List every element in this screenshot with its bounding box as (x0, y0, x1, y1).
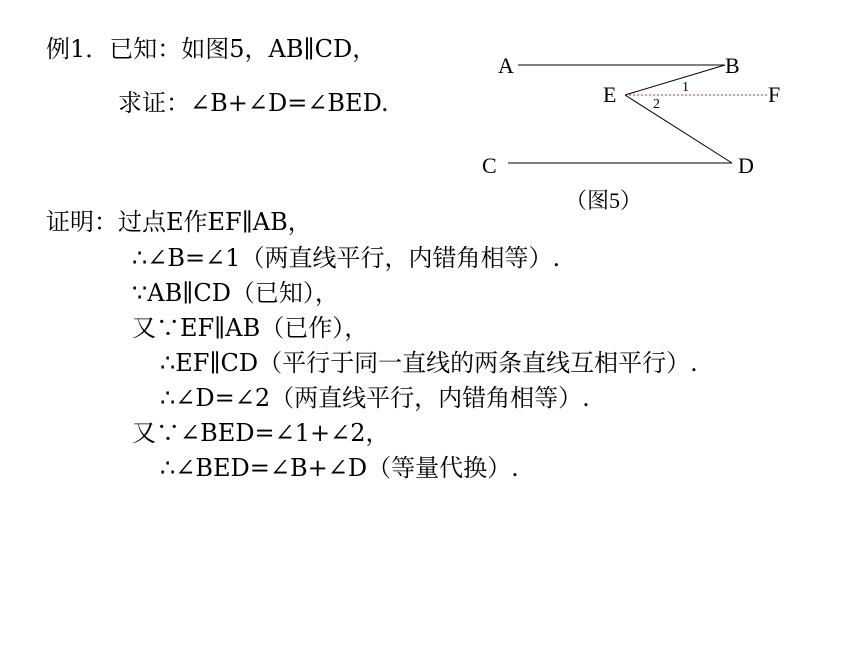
angle-label-2: 2 (653, 97, 660, 112)
proof-line-6: ∴∠D=∠2（两直线平行，内错角相等）. (160, 384, 590, 412)
given-statement: 例1．已知：如图5，AB∥CD， (46, 35, 377, 63)
proof-line-8: ∴∠BED=∠B+∠D（等量代换）. (160, 454, 519, 482)
figure-caption: （图5） (565, 188, 643, 213)
point-label-b: B (725, 53, 740, 78)
proof-line-4: 又∵EF∥AB（已作）， (132, 314, 369, 342)
point-label-f: F (768, 82, 781, 107)
proof-line-3: ∵AB∥CD（已知）， (132, 279, 339, 307)
figure-5 (470, 40, 830, 220)
proof-line-2: ∴∠B=∠1（两直线平行，内错角相等）. (132, 244, 561, 272)
point-label-a: A (498, 53, 514, 78)
point-label-e: E (603, 82, 617, 107)
proof-line-7: 又∵∠BED=∠1+∠2， (132, 419, 390, 447)
segment-eb (625, 65, 725, 95)
segment-ed (625, 95, 732, 163)
proof-line-1: 证明：过点E作EF∥AB， (46, 208, 312, 236)
prove-statement: 求证：∠B+∠D=∠BED. (118, 89, 389, 117)
proof-line-5: ∴EF∥CD（平行于同一直线的两条直线互相平行）. (160, 349, 698, 377)
angle-label-1: 1 (682, 80, 689, 95)
point-label-d: D (738, 153, 754, 178)
point-label-c: C (482, 153, 497, 178)
